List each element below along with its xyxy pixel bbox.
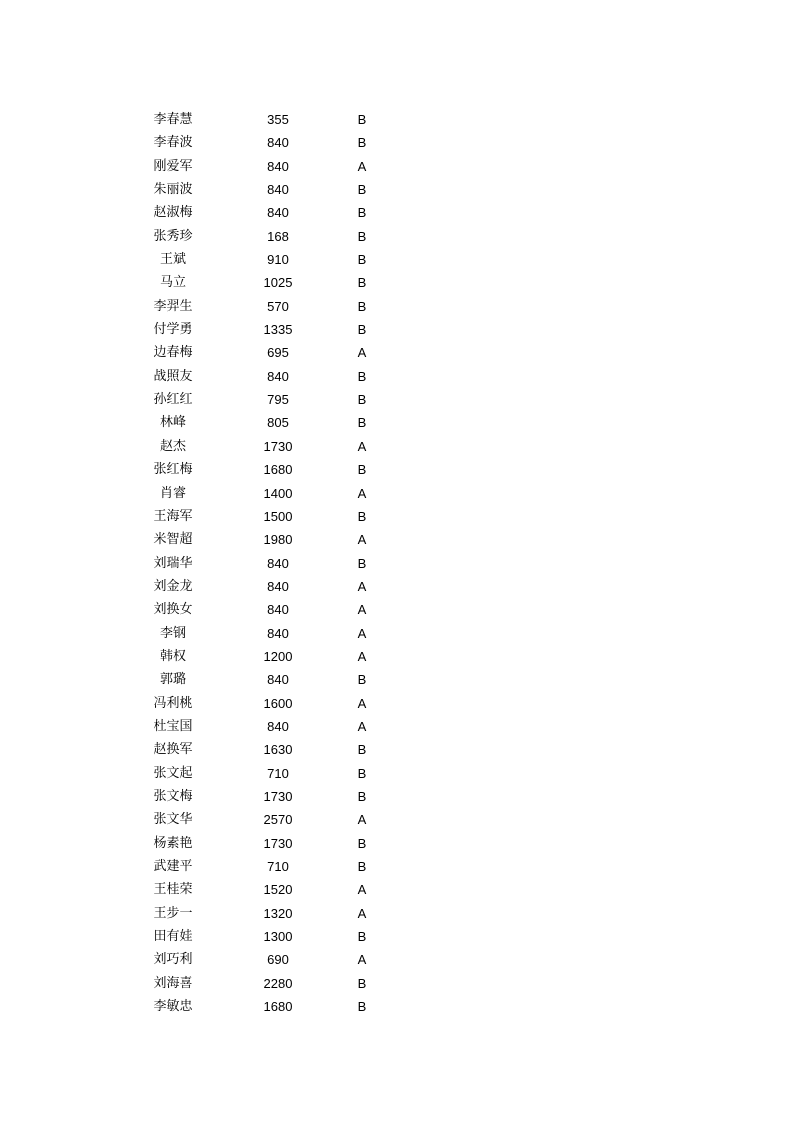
grade-cell: B [357,975,367,991]
name-cell: 李春波 [153,135,193,151]
table-row [0,388,793,411]
amount-cell: 1200 [263,648,293,664]
table-row [0,668,793,691]
name-cell: 武建平 [153,859,193,874]
table-row [0,645,793,668]
grade-cell: B [357,859,367,874]
amount-cell: 840 [267,182,289,198]
name-cell: 王海军 [153,508,193,524]
grade-cell: B [357,298,367,314]
name-cell: 刘瑞华 [153,555,193,571]
name-cell: 韩权 [159,648,186,664]
amount-cell: 355 [267,112,289,127]
amount-cell: 1600 [263,695,293,711]
grade-cell: B [357,322,367,338]
name-cell: 王步一 [153,905,193,921]
amount-cell: 570 [267,298,289,314]
amount-cell: 710 [267,765,289,781]
name-cell: 孙红红 [153,392,193,408]
grade-cell: B [357,672,367,688]
amount-cell: 710 [267,859,289,874]
amount-cell: 840 [267,135,289,151]
table-row [0,528,793,551]
name-cell: 林峰 [159,415,186,431]
name-cell: 杜宝国 [153,718,193,734]
table-row [0,878,793,901]
grade-cell: A [357,812,367,828]
table-row [0,855,793,878]
name-cell: 郭璐 [159,672,186,688]
amount-cell: 690 [267,952,289,968]
name-cell: 李羿生 [153,298,193,314]
table-row [0,552,793,575]
name-cell: 张红梅 [153,462,193,478]
data-table [0,108,793,1018]
table-row [0,225,793,248]
amount-cell: 1980 [263,532,293,548]
grade-cell: A [357,718,367,734]
name-cell: 刚爱军 [153,158,193,174]
name-cell: 战照友 [153,368,193,384]
table-row [0,458,793,481]
grade-cell: B [357,765,367,781]
grade-cell: B [357,742,367,758]
name-cell: 张文起 [153,765,193,781]
amount-cell: 1730 [263,788,293,804]
table-row [0,598,793,621]
amount-cell: 1680 [263,999,293,1015]
amount-cell: 695 [267,345,289,361]
table-row [0,505,793,528]
amount-cell: 1630 [263,742,293,758]
amount-cell: 1300 [263,929,293,945]
name-cell: 杨素艳 [153,835,193,851]
grade-cell: B [357,508,367,524]
name-cell: 马立 [159,275,186,291]
table-row [0,622,793,645]
table-row [0,178,793,201]
name-cell: 赵换军 [153,742,193,758]
table-row [0,248,793,271]
grade-cell: B [357,368,367,384]
table-row [0,575,793,598]
amount-cell: 1520 [263,882,293,898]
table-row [0,902,793,925]
table-row [0,715,793,738]
table-row [0,738,793,761]
name-cell: 李钢 [159,625,186,641]
amount-cell: 910 [267,252,289,268]
amount-cell: 1025 [263,275,293,291]
grade-cell: B [357,228,367,244]
grade-cell: B [357,555,367,571]
table-row [0,108,793,131]
name-cell: 边春梅 [153,345,193,361]
amount-cell: 1335 [263,322,293,338]
grade-cell: B [357,392,367,408]
amount-cell: 1730 [263,438,293,454]
table-row [0,948,793,971]
name-cell: 王桂荣 [153,882,193,898]
table-row [0,785,793,808]
grade-cell: A [357,345,367,361]
grade-cell: A [357,602,367,618]
grade-cell: A [357,695,367,711]
name-cell: 冯利桃 [153,695,193,711]
amount-cell: 840 [267,158,289,174]
amount-cell: 1400 [263,485,293,501]
table-row [0,341,793,364]
amount-cell: 1730 [263,835,293,851]
grade-cell: B [357,182,367,198]
grade-cell: B [357,999,367,1015]
table-row [0,482,793,505]
grade-cell: A [357,648,367,664]
grade-cell: B [357,415,367,431]
grade-cell: A [357,952,367,968]
amount-cell: 840 [267,602,289,618]
name-cell: 赵杰 [159,438,186,454]
table-row [0,131,793,154]
amount-cell: 2570 [263,812,293,828]
amount-cell: 840 [267,718,289,734]
amount-cell: 168 [267,228,289,244]
name-cell: 刘巧利 [153,952,193,968]
grade-cell: A [357,625,367,641]
name-cell: 王斌 [159,252,186,268]
grade-cell: A [357,485,367,501]
table-row [0,692,793,715]
name-cell: 朱丽波 [153,182,193,198]
grade-cell: B [357,788,367,804]
name-cell: 田有娃 [153,929,193,945]
grade-cell: B [357,835,367,851]
grade-cell: B [357,135,367,151]
name-cell: 刘金龙 [153,578,193,594]
amount-cell: 2280 [263,975,293,991]
grade-cell: A [357,882,367,898]
table-row [0,762,793,785]
table-row [0,972,793,995]
amount-cell: 1320 [263,905,293,921]
table-row [0,925,793,948]
amount-cell: 840 [267,625,289,641]
name-cell: 张文梅 [153,788,193,804]
table-row [0,155,793,178]
amount-cell: 1680 [263,462,293,478]
table-row [0,435,793,458]
grade-cell: B [357,929,367,945]
grade-cell: B [357,275,367,291]
grade-cell: A [357,905,367,921]
amount-cell: 840 [267,672,289,688]
name-cell: 刘换女 [153,602,193,618]
grade-cell: B [357,462,367,478]
name-cell: 肖睿 [159,485,186,501]
grade-cell: A [357,532,367,548]
name-cell: 付学勇 [153,322,193,338]
table-row [0,808,793,831]
name-cell: 赵淑梅 [153,205,193,221]
name-cell: 张文华 [153,812,193,828]
amount-cell: 795 [267,392,289,408]
amount-cell: 840 [267,368,289,384]
amount-cell: 840 [267,578,289,594]
table-row [0,365,793,388]
name-cell: 李春慧 [153,112,193,127]
amount-cell: 840 [267,555,289,571]
name-cell: 张秀珍 [153,228,193,244]
grade-cell: B [357,252,367,268]
grade-cell: A [357,158,367,174]
table-row [0,295,793,318]
name-cell: 李敏忠 [153,999,193,1015]
amount-cell: 1500 [263,508,293,524]
table-row [0,411,793,434]
grade-cell: B [357,205,367,221]
name-cell: 刘海喜 [153,975,193,991]
grade-cell: A [357,578,367,594]
amount-cell: 805 [267,415,289,431]
table-row [0,318,793,341]
table-row [0,201,793,224]
grade-cell: A [357,438,367,454]
table-row [0,271,793,294]
name-cell: 米智超 [153,532,193,548]
amount-cell: 840 [267,205,289,221]
table-row [0,832,793,855]
table-row [0,995,793,1018]
grade-cell: B [357,112,367,127]
